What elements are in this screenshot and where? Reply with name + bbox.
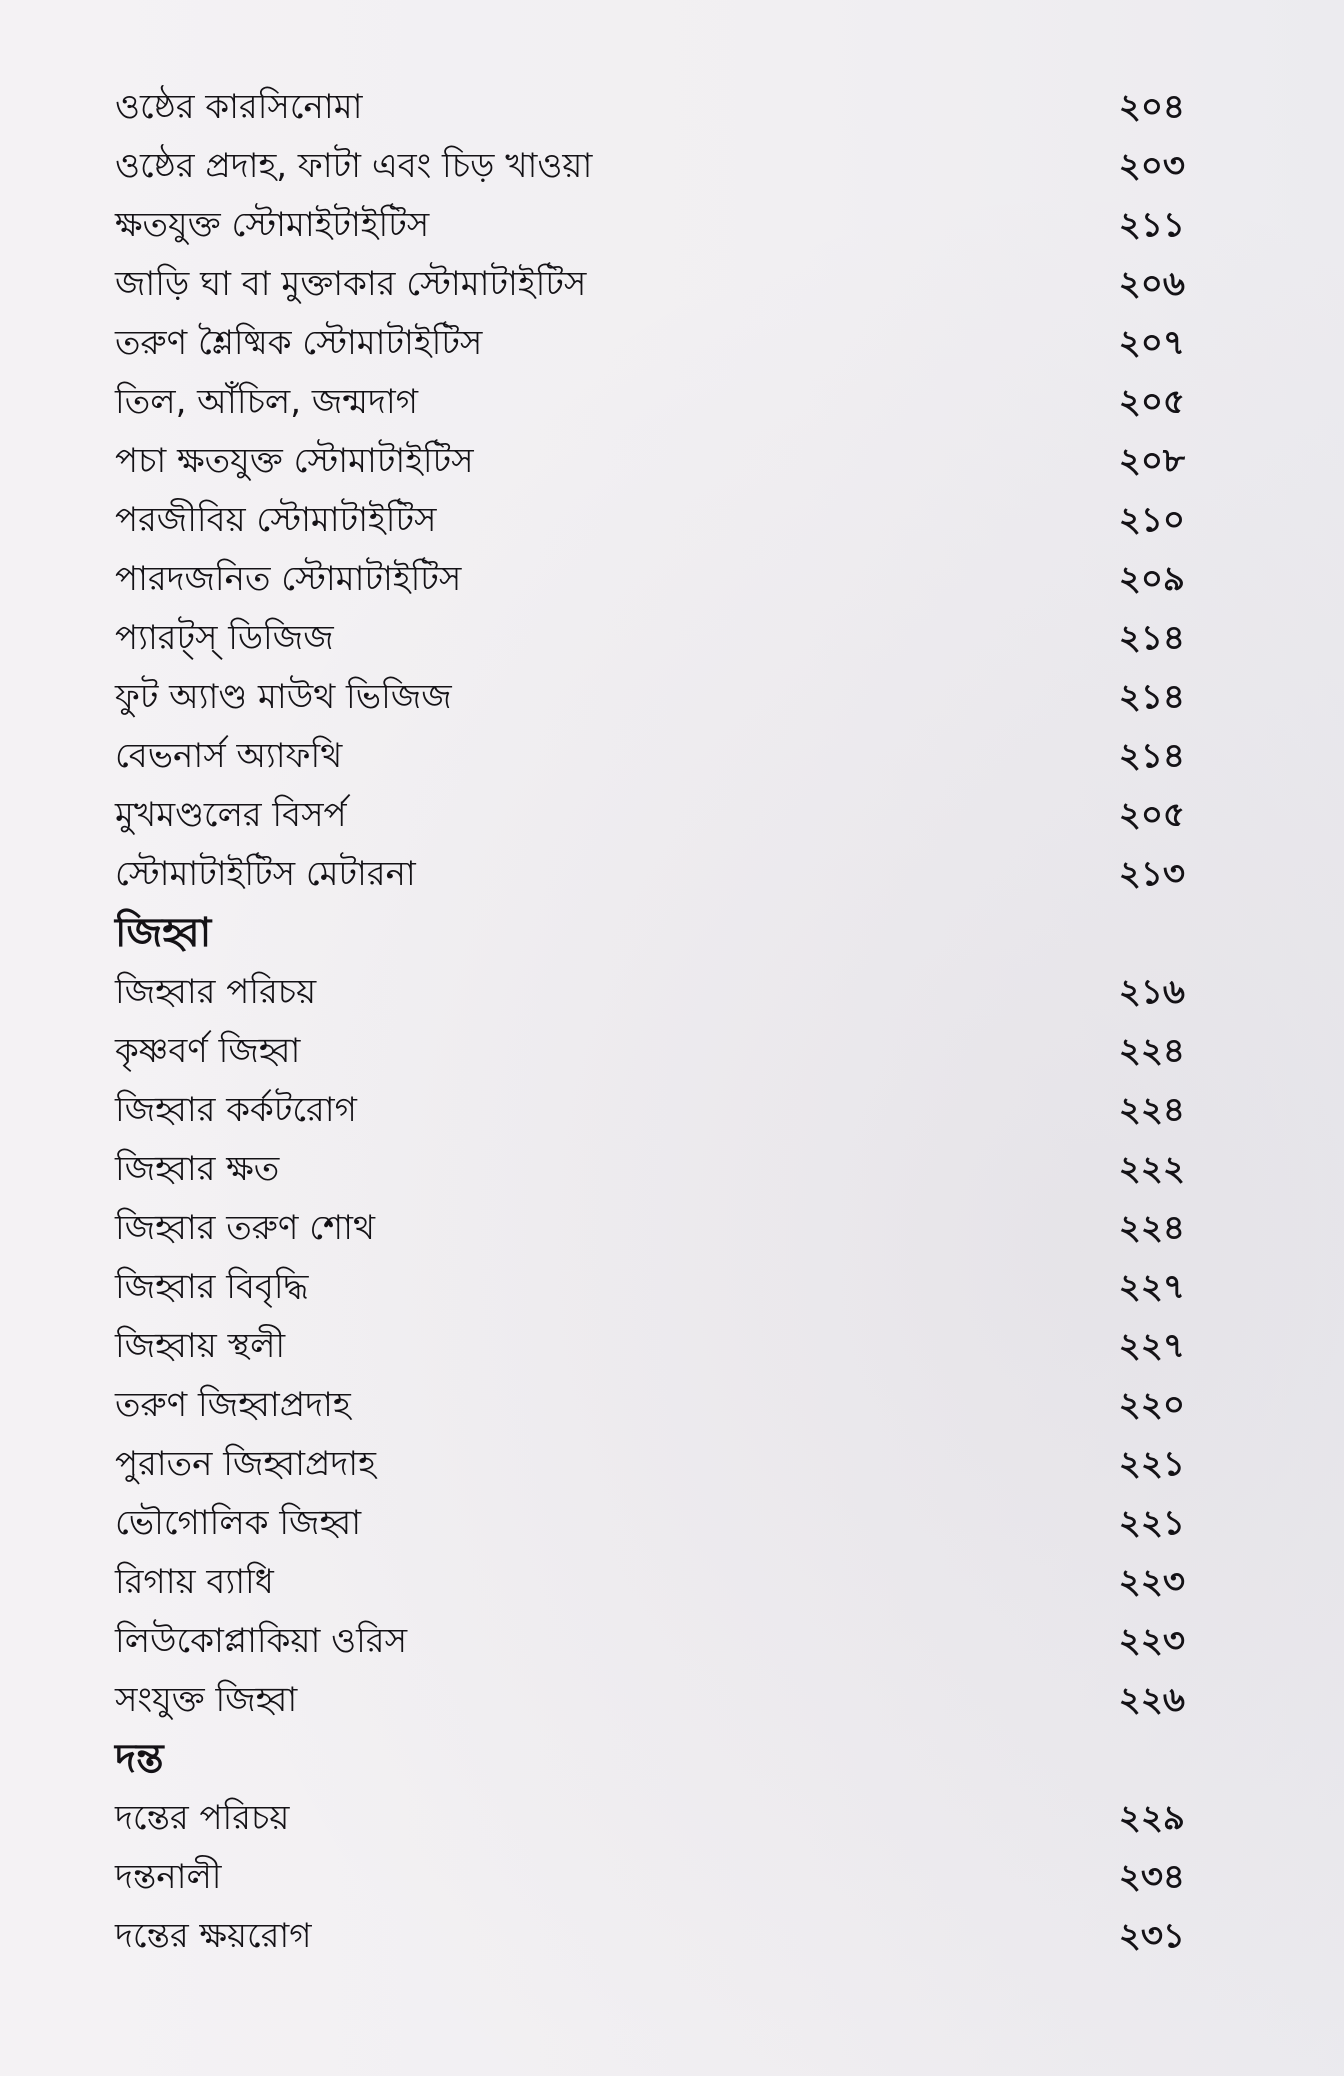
toc-entry [115, 1612, 1185, 1671]
entry-title: জিহ্বার কর্কটরোগ [115, 1090, 357, 1130]
entry-page-number: ২০৬ [1118, 264, 1185, 304]
toc-entry [115, 1376, 1185, 1435]
toc-entry [115, 196, 1185, 255]
toc-entry [115, 491, 1185, 550]
toc-entry [115, 668, 1185, 727]
toc-entry [115, 963, 1185, 1022]
entry-page-number: ২২৪ [1118, 1208, 1185, 1248]
entry-title: জিহ্বার বিবৃদ্ধি [115, 1267, 309, 1307]
entry-page-number: ২২২ [1118, 1149, 1185, 1189]
toc-entry [115, 1081, 1185, 1140]
toc-entry [115, 1435, 1185, 1494]
entry-page-number: ২১৪ [1118, 677, 1185, 717]
entry-page-number: ২১০ [1118, 500, 1185, 540]
toc-entry [115, 786, 1185, 845]
entry-title: ক্ষতযুক্ত স্টোমাইটাইটিস [115, 205, 430, 245]
entry-page-number: ২২০ [1118, 1385, 1185, 1425]
entry-title: দন্তের পরিচয় [115, 1798, 290, 1838]
toc-entry [115, 137, 1185, 196]
entry-title: ওষ্ঠের প্রদাহ, ফাটা এবং চিড় খাওয়া [115, 146, 593, 186]
entry-title: জিহ্বার ক্ষত [115, 1149, 280, 1189]
entry-title: ভৌগোলিক জিহ্বা [115, 1503, 362, 1543]
entry-page-number: ২০৪ [1118, 87, 1185, 127]
toc-entry [115, 432, 1185, 491]
section-heading-teeth [115, 1730, 1185, 1789]
entry-page-number: ২২৪ [1118, 1090, 1185, 1130]
toc-entry [115, 550, 1185, 609]
entry-title: পচা ক্ষতযুক্ত স্টোমাটাইটিস [115, 441, 474, 481]
table-of-contents [115, 78, 1185, 1966]
entry-title: লিউকোপ্লাকিয়া ওরিস [115, 1621, 408, 1661]
section-heading-label: দন্ত [115, 1736, 164, 1782]
entry-title: প্যারট্স্ ডিজিজ [115, 618, 334, 658]
entry-page-number: ২২৩ [1118, 1621, 1185, 1661]
entry-page-number: ২২৪ [1118, 1031, 1185, 1071]
toc-entry [115, 1553, 1185, 1612]
toc-entry [115, 255, 1185, 314]
entry-title: রিগায় ব্যাধি [115, 1562, 274, 1602]
entry-page-number: ২১১ [1118, 205, 1185, 245]
entry-page-number: ২০৭ [1118, 323, 1185, 363]
entry-page-number: ২২১ [1118, 1444, 1185, 1484]
entry-page-number: ২৩৪ [1118, 1857, 1185, 1897]
entry-title: পুরাতন জিহ্বাপ্রদাহ [115, 1444, 376, 1484]
entry-title: কৃষ্ণবর্ণ জিহ্বা [115, 1031, 301, 1071]
toc-entry [115, 845, 1185, 904]
entry-title: মুখমণ্ডলের বিসর্প [115, 795, 347, 835]
entry-title: স্টোমাটাইটিস মেটারনা [115, 854, 416, 894]
entry-page-number: ২২৩ [1118, 1562, 1185, 1602]
toc-entry [115, 1789, 1185, 1848]
entry-page-number: ২২৬ [1118, 1680, 1185, 1720]
entry-title: জিহ্বায় স্থলী [115, 1326, 286, 1366]
entry-page-number: ২২৯ [1118, 1798, 1185, 1838]
entry-page-number: ২২৭ [1118, 1267, 1185, 1307]
toc-entry [115, 78, 1185, 137]
entry-title: বেভনার্স অ্যাফথি [115, 736, 343, 776]
toc-entry [115, 1494, 1185, 1553]
entry-page-number: ২০৯ [1118, 559, 1185, 599]
entry-page-number: ২১৪ [1118, 618, 1185, 658]
toc-entry [115, 373, 1185, 432]
entry-title: তরুণ শ্লৈষ্মিক স্টোমাটাইটিস [115, 323, 483, 363]
toc-entry [115, 1848, 1185, 1907]
entry-title: জিহ্বার পরিচয় [115, 972, 317, 1012]
entry-page-number: ২১৬ [1118, 972, 1185, 1012]
entry-title: তরুণ জিহ্বাপ্রদাহ [115, 1385, 351, 1425]
entry-page-number: ২২১ [1118, 1503, 1185, 1543]
toc-entry [115, 727, 1185, 786]
entry-title: জিহ্বার তরুণ শোথ [115, 1208, 376, 1248]
entry-title: ফুট অ্যাণ্ড মাউথ ভিজিজ [115, 677, 452, 717]
entry-title: ওষ্ঠের কারসিনোমা [115, 87, 363, 127]
section-heading-tongue [115, 904, 1185, 963]
entry-page-number: ২১৪ [1118, 736, 1185, 776]
entry-page-number: ২০৫ [1118, 795, 1185, 835]
toc-entry [115, 1258, 1185, 1317]
section-heading-label: জিহ্বা [115, 910, 212, 956]
entry-page-number: ২১৩ [1118, 854, 1185, 894]
toc-entry [115, 1317, 1185, 1376]
entry-title: তিল, আঁচিল, জন্মদাগ [115, 382, 419, 422]
entry-title: দন্তের ক্ষয়রোগ [115, 1916, 312, 1956]
entry-page-number: ২২৭ [1118, 1326, 1185, 1366]
toc-entry [115, 314, 1185, 373]
entry-page-number: ২৩১ [1118, 1916, 1185, 1956]
entry-title: সংযুক্ত জিহ্বা [115, 1680, 298, 1720]
toc-entry [115, 1671, 1185, 1730]
entry-page-number: ২০৫ [1118, 382, 1185, 422]
toc-entry [115, 1907, 1185, 1966]
toc-entry [115, 1140, 1185, 1199]
entry-title: পারদজনিত স্টোমাটাইটিস [115, 559, 462, 599]
entry-title: জাড়ি ঘা বা মুক্তাকার স্টোমাটাইটিস [115, 264, 587, 304]
entry-title: দন্তনালী [115, 1857, 222, 1897]
toc-entry [115, 1022, 1185, 1081]
entry-page-number: ২০৮ [1118, 441, 1185, 481]
entry-title: পরজীবিয় স্টোমাটাইটিস [115, 500, 437, 540]
toc-entry [115, 1199, 1185, 1258]
entry-page-number: ২০৩ [1118, 146, 1185, 186]
toc-entry [115, 609, 1185, 668]
